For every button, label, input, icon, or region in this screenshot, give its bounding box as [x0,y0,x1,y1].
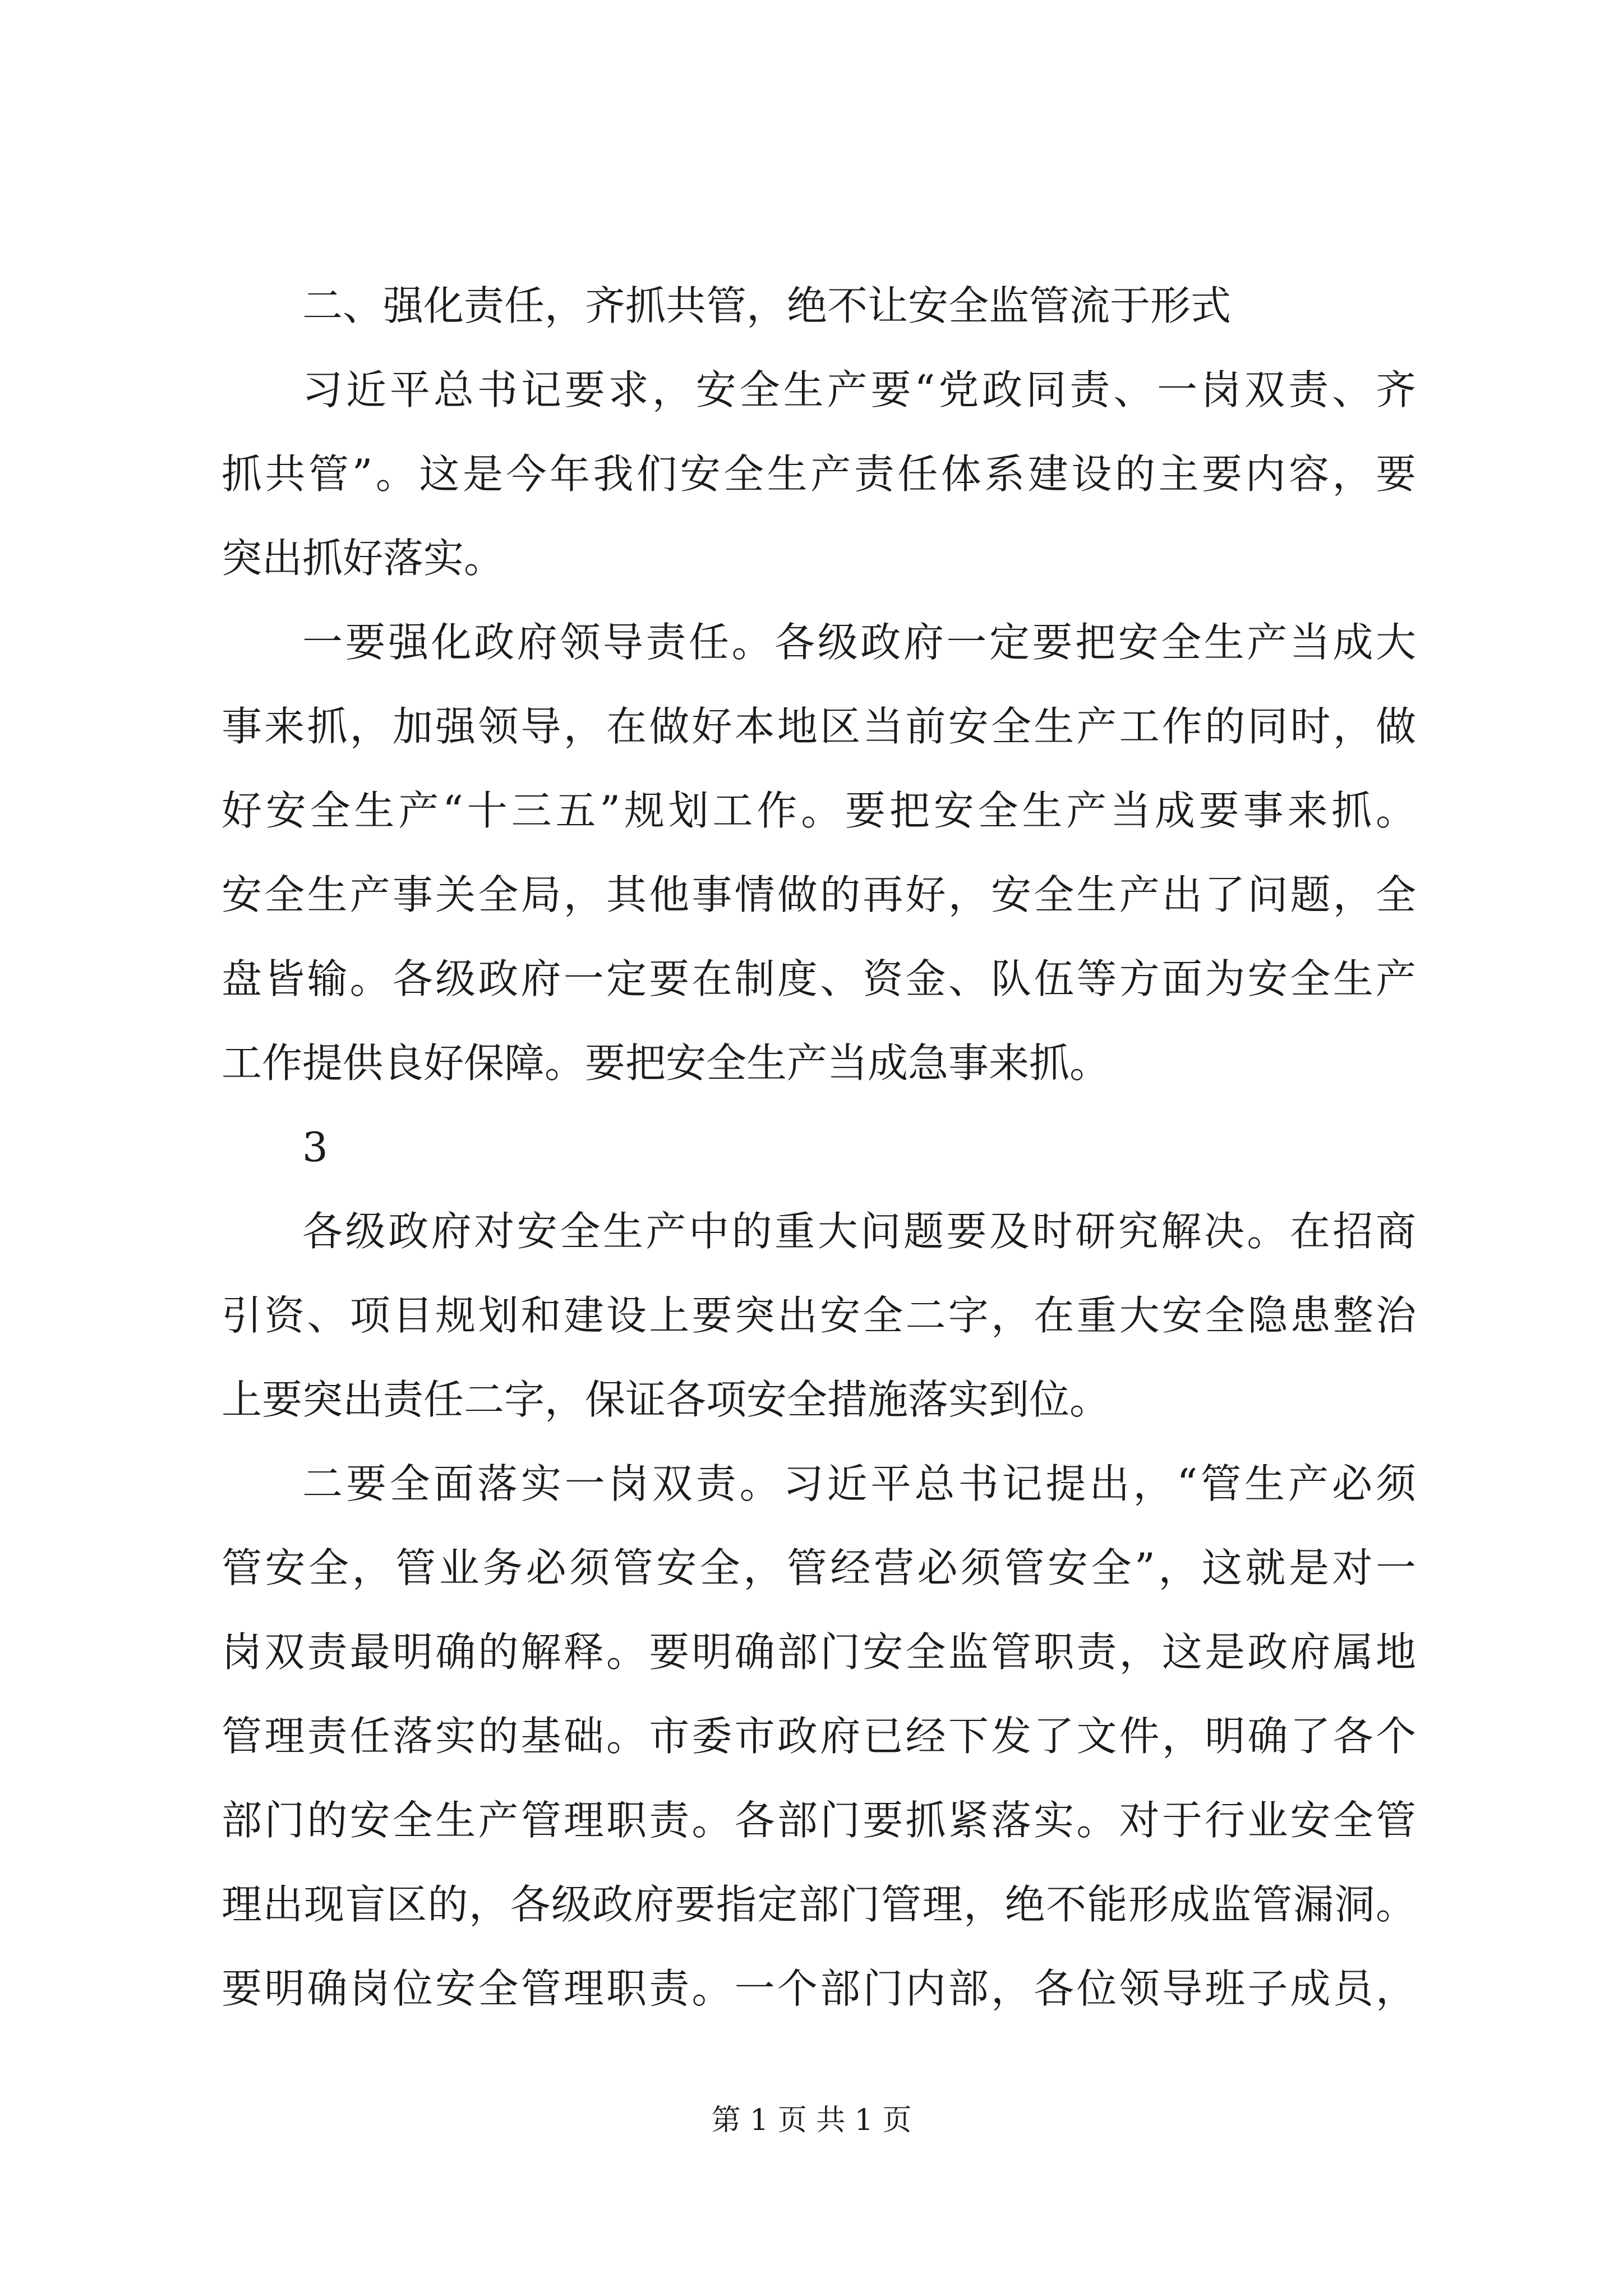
paragraph-line: 好安全生产“十三五”规划工作。要把安全生产当成要事来抓。 [222,787,1416,834]
paragraph-line: 一要强化政府领导责任。各级政府一定要把安全生产当成大 [302,619,1416,666]
paragraph-line: 管理责任落实的基础。市委市政府已经下发了文件，明确了各个 [222,1713,1416,1760]
paragraph-line: 理出现盲区的，各级政府要指定部门管理，绝不能形成监管漏洞。 [222,1881,1416,1928]
inline-page-number: 3 [302,1124,328,1171]
paragraph-line: 安全生产事关全局，其他事情做的再好，安全生产出了问题，全 [222,871,1416,918]
section-heading: 二、强化责任，齐抓共管，绝不让安全监管流于形式 [302,282,1232,329]
document-body [222,264,1416,2031]
paragraph-line: 事来抓，加强领导，在做好本地区当前安全生产工作的同时，做 [222,703,1416,750]
paragraph-line: 突出抓好落实。 [222,535,505,582]
paragraph-line: 部门的安全生产管理职责。各部门要抓紧落实。对于行业安全管 [222,1797,1416,1844]
paragraph-line: 各级政府对安全生产中的重大问题要及时研究解决。在招商 [302,1208,1416,1255]
paragraph-line: 岗双责最明确的解释。要明确部门安全监管职责，这是政府属地 [222,1628,1416,1676]
paragraph-line: 管安全，管业务必须管安全，管经营必须管安全”，这就是对一 [222,1544,1416,1591]
paragraph-line: 二要全面落实一岗双责。习近平总书记提出，“管生产必须 [302,1460,1416,1507]
paragraph-line: 引资、项目规划和建设上要突出安全二字，在重大安全隐患整治 [222,1292,1416,1339]
paragraph-line: 工作提供良好保障。要把安全生产当成急事来抓。 [222,1039,1110,1087]
paragraph-line: 要明确岗位安全管理职责。一个部门内部，各位领导班子成员， [222,1965,1416,2012]
paragraph-line: 上要突出责任二字，保证各项安全措施落实到位。 [222,1376,1110,1423]
page-footer: 第 1 页 共 1 页 [711,2104,912,2137]
paragraph-line: 抓共管”。这是今年我们安全生产责任体系建设的主要内容，要 [222,450,1416,498]
paragraph-line: 盘皆输。各级政府一定要在制度、资金、队伍等方面为安全生产 [222,955,1416,1002]
paragraph-line: 习近平总书记要求，安全生产要“党政同责、一岗双责、齐 [302,366,1416,413]
